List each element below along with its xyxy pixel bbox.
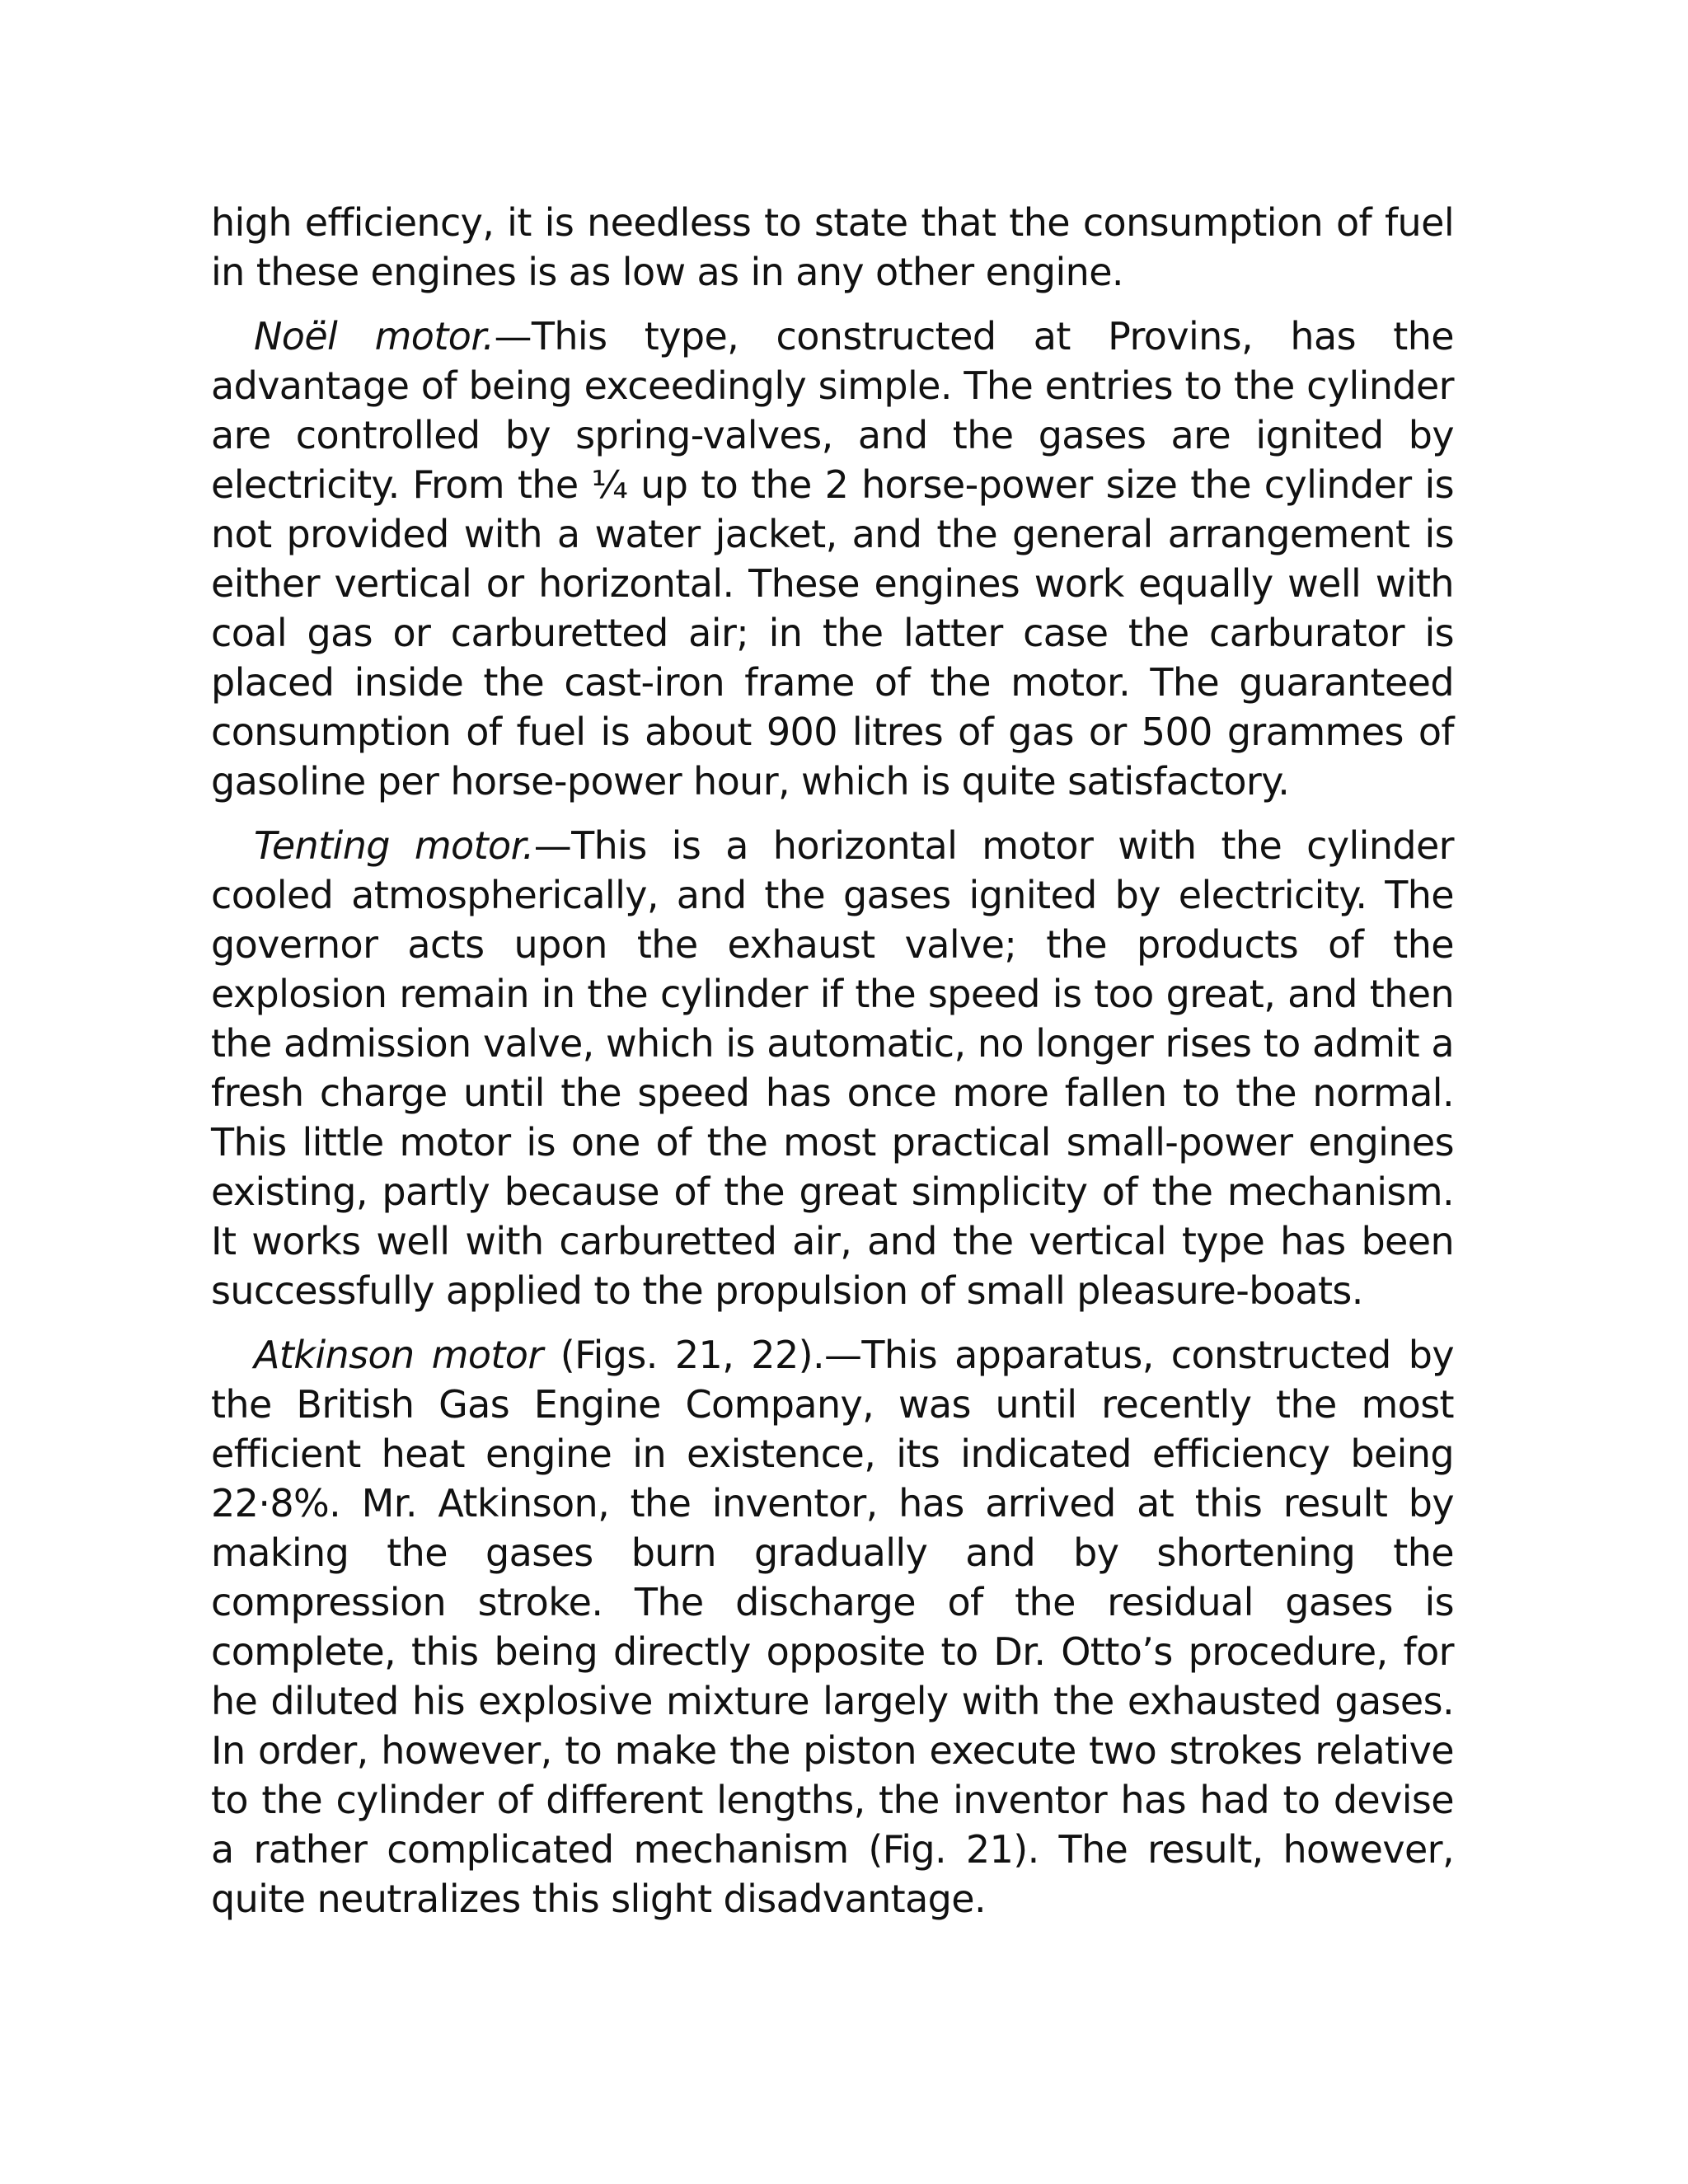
paragraph-lead-tenting-motor: Tenting motor.	[254, 823, 534, 868]
page-body	[211, 198, 1454, 1938]
paragraph-lead-atkinson-motor: Atkinson motor	[254, 1333, 543, 1377]
paragraph-atkinson-motor	[211, 1330, 1454, 1924]
paragraph-lead-noel-motor: Noël motor.	[254, 314, 495, 359]
paragraph-text: —This is a horizontal motor with the cylinder cooled atmospherically, and the gases ignited by electricity. The governor acts upon the exhaust valve; the products of the explosion remain in the cylinder if the speed is too great, and then the admission valve, which is automatic, no longer rises to admit a fresh charge until the speed has once more fallen to the normal. This little motor is one of the most practical small-power engines existing, partly because of the great simplicity of the mechanism. It works well with carburetted air, and the vertical type has been successfully applied to the propulsion of small pleasure-boats.	[211, 823, 1454, 1313]
paragraph-continuation	[211, 198, 1454, 297]
paragraph-text: high efficiency, it is needless to state that the consumption of fuel in these engines is as low as in any other engine.	[211, 200, 1454, 294]
paragraph-noel-motor	[211, 312, 1454, 806]
paragraph-text: —This type, constructed at Provins, has the advantage of being exceedingly simple. The entries to the cylinder are controlled by spring-valves, and the gases are ignited by electricity. From the ¼ up to the 2 horse-power size the cylinder is not provided with a water jacket, and the general arrangement is either vertical or horizontal. These engines work equally well with coal gas or carburetted air; in the latter case the carburator is placed inside the cast-iron frame of the motor. The guaranteed consumption of fuel is about 900 litres of gas or 500 grammes of gasoline per horse-power hour, which is quite satisfactory.	[211, 314, 1454, 804]
paragraph-text: (Figs. 21, 22).—This apparatus, constructed by the British Gas Engine Company, was until recently the most efficient heat engine in existence, its indicated efficiency being 22·8%. Mr. Atkinson, the inventor, has arrived at this result by making the gases burn gradually and by shortening the compression stroke. The discharge of the residual gases is complete, this being directly opposite to Dr. Otto’s procedure, for he diluted his explosive mixture largely with the exhausted gases. In order, however, to make the piston execute two strokes relative to the cylinder of different lengths, the inventor has had to devise a rather complicated mechanism (Fig. 21). The result, however, quite neutralizes this slight disadvantage.	[211, 1333, 1454, 1921]
paragraph-tenting-motor	[211, 821, 1454, 1315]
